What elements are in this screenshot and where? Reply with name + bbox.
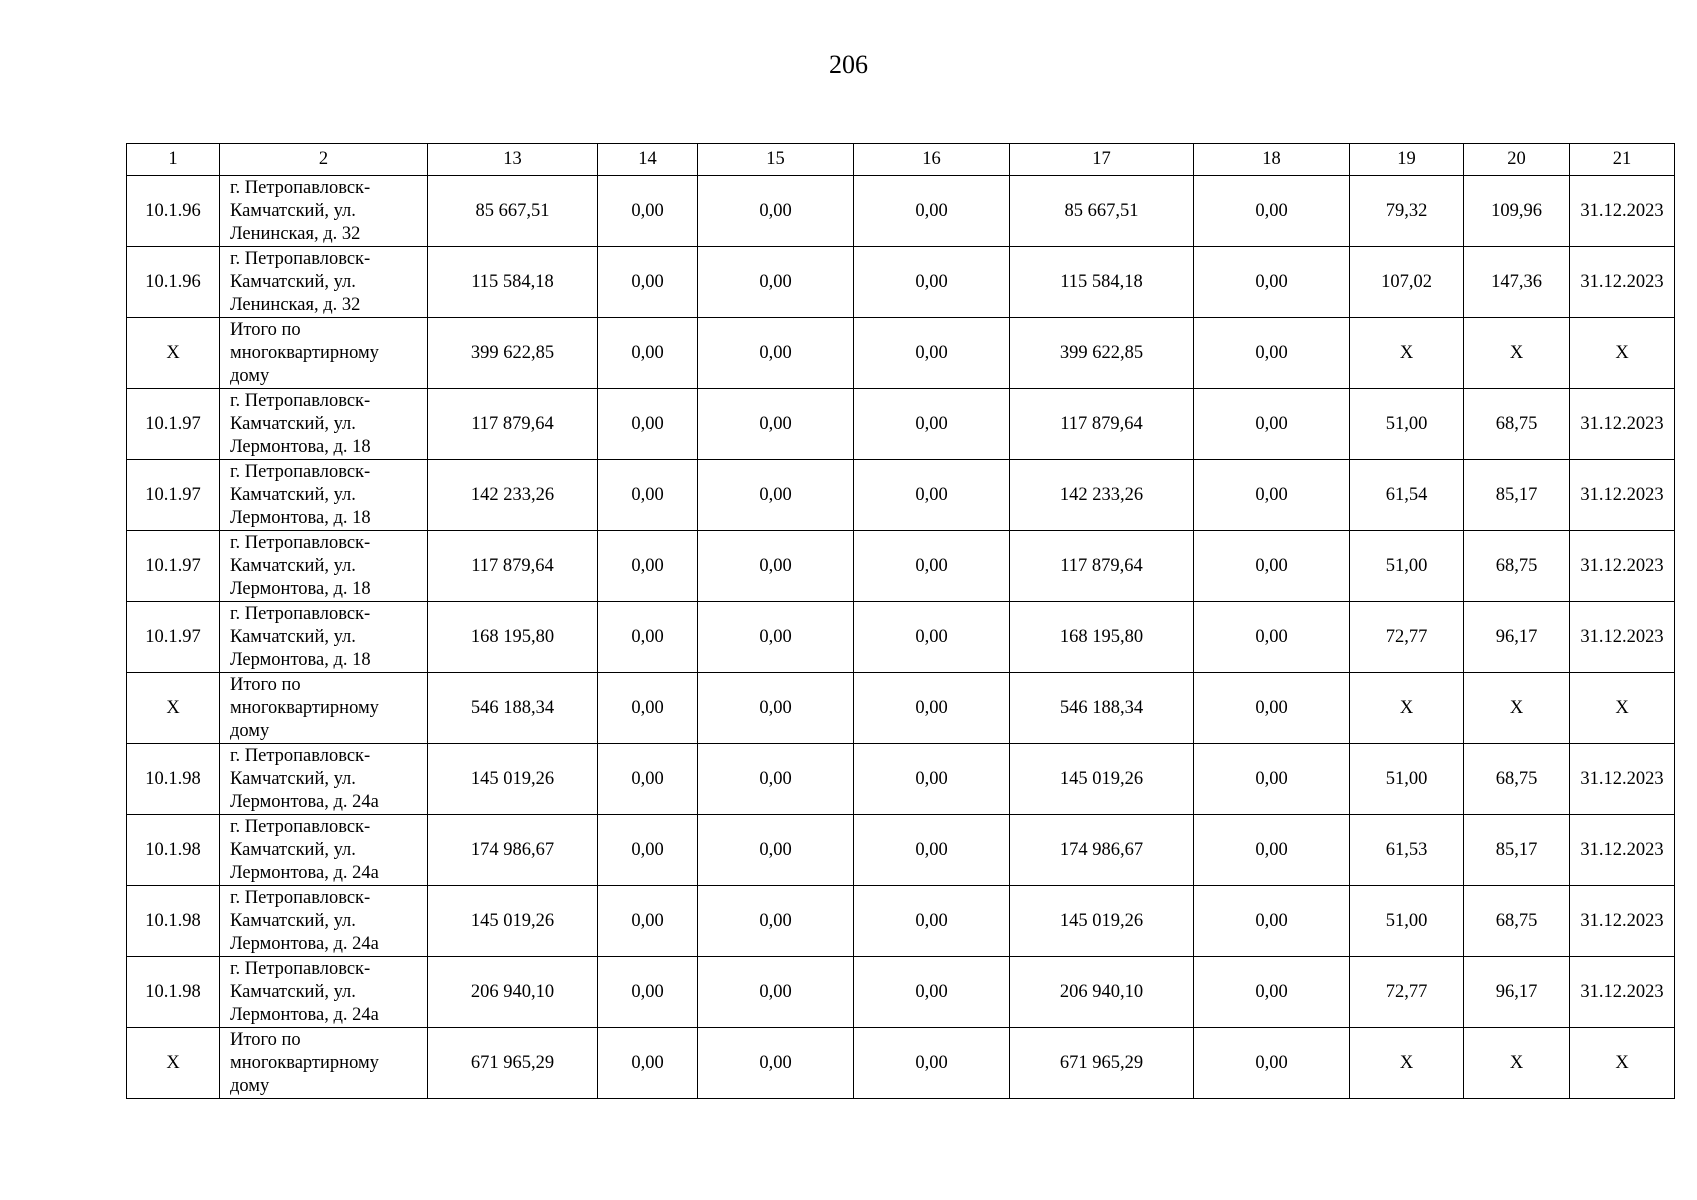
table-cell: 0,00 [1194, 744, 1350, 815]
table-cell: 671 965,29 [1010, 1028, 1194, 1099]
table-cell: 399 622,85 [428, 318, 598, 389]
table-cell: 546 188,34 [1010, 673, 1194, 744]
table-cell: 61,54 [1350, 460, 1464, 531]
table-cell: 168 195,80 [428, 602, 598, 673]
table-cell: 109,96 [1464, 176, 1570, 247]
table-cell: X [1350, 1028, 1464, 1099]
table-cell: 0,00 [1194, 815, 1350, 886]
table-cell: 10.1.97 [127, 602, 220, 673]
table-cell: г. Петропавловск- Камчатский, ул. Лермонтова, д. 18 [220, 389, 428, 460]
table-cell: X [1464, 673, 1570, 744]
table-cell: 0,00 [698, 957, 854, 1028]
column-header: 2 [220, 144, 428, 176]
column-header: 16 [854, 144, 1010, 176]
table-cell: 68,75 [1464, 744, 1570, 815]
table-cell: 0,00 [698, 389, 854, 460]
table-cell: 0,00 [854, 176, 1010, 247]
table-cell: X [1350, 673, 1464, 744]
table-row [127, 886, 1675, 957]
table-cell: 206 940,10 [428, 957, 598, 1028]
table-cell: 0,00 [1194, 673, 1350, 744]
data-table [126, 143, 1675, 1099]
table-cell: 85,17 [1464, 815, 1570, 886]
table-cell: 0,00 [854, 389, 1010, 460]
table-cell: 0,00 [598, 957, 698, 1028]
table-cell: 145 019,26 [1010, 886, 1194, 957]
table-row [127, 318, 1675, 389]
table-cell: г. Петропавловск- Камчатский, ул. Ленинская, д. 32 [220, 247, 428, 318]
table-cell: 0,00 [598, 460, 698, 531]
table-cell: 115 584,18 [1010, 247, 1194, 318]
table-cell: 0,00 [854, 886, 1010, 957]
table-cell: 174 986,67 [428, 815, 598, 886]
table-cell: 0,00 [1194, 531, 1350, 602]
table-cell: 0,00 [698, 531, 854, 602]
table-cell: 0,00 [854, 531, 1010, 602]
table-cell: 0,00 [1194, 460, 1350, 531]
table-cell: 31.12.2023 [1570, 602, 1675, 673]
table-cell: 31.12.2023 [1570, 744, 1675, 815]
table-cell: X [1570, 1028, 1675, 1099]
table-cell: 0,00 [598, 602, 698, 673]
table-cell: 85 667,51 [1010, 176, 1194, 247]
table-row [127, 815, 1675, 886]
table-cell: 0,00 [1194, 176, 1350, 247]
table-cell: 10.1.98 [127, 886, 220, 957]
table-cell: 0,00 [698, 247, 854, 318]
table-cell: 145 019,26 [1010, 744, 1194, 815]
table-row [127, 1028, 1675, 1099]
column-header: 13 [428, 144, 598, 176]
table-cell: 31.12.2023 [1570, 247, 1675, 318]
table-cell: 61,53 [1350, 815, 1464, 886]
table-cell: 0,00 [598, 389, 698, 460]
table-cell: 0,00 [1194, 247, 1350, 318]
table-cell: 31.12.2023 [1570, 389, 1675, 460]
table-cell: 117 879,64 [1010, 531, 1194, 602]
table-cell: 117 879,64 [428, 389, 598, 460]
table-cell: 0,00 [598, 886, 698, 957]
table-body [127, 176, 1675, 1099]
table-cell: 117 879,64 [428, 531, 598, 602]
table-cell: 10.1.96 [127, 247, 220, 318]
table-cell: 0,00 [854, 460, 1010, 531]
table-cell: г. Петропавловск- Камчатский, ул. Лермонтова, д. 24а [220, 815, 428, 886]
table-cell: 0,00 [698, 176, 854, 247]
table-cell: 115 584,18 [428, 247, 598, 318]
table-cell: г. Петропавловск- Камчатский, ул. Лермонтова, д. 18 [220, 460, 428, 531]
table-cell: 10.1.98 [127, 815, 220, 886]
table-cell: 0,00 [854, 318, 1010, 389]
table-cell: г. Петропавловск- Камчатский, ул. Лермонтова, д. 18 [220, 602, 428, 673]
table-cell: 0,00 [698, 886, 854, 957]
column-header: 20 [1464, 144, 1570, 176]
table-cell: 10.1.97 [127, 531, 220, 602]
table-cell: 31.12.2023 [1570, 176, 1675, 247]
table-cell: 145 019,26 [428, 744, 598, 815]
table-cell: 0,00 [698, 673, 854, 744]
table-cell: 96,17 [1464, 957, 1570, 1028]
table-cell: г. Петропавловск- Камчатский, ул. Лермонтова, д. 18 [220, 531, 428, 602]
table-cell: 145 019,26 [428, 886, 598, 957]
column-header: 1 [127, 144, 220, 176]
table-row [127, 176, 1675, 247]
table-cell: X [127, 318, 220, 389]
table-cell: Итого по многоквартирному дому [220, 318, 428, 389]
table-cell: Итого по многоквартирному дому [220, 1028, 428, 1099]
table-cell: г. Петропавловск- Камчатский, ул. Ленинская, д. 32 [220, 176, 428, 247]
table-cell: 0,00 [854, 744, 1010, 815]
table-cell: 0,00 [598, 744, 698, 815]
table-cell: 31.12.2023 [1570, 460, 1675, 531]
table-cell: X [127, 1028, 220, 1099]
page-number: 206 [829, 50, 868, 79]
table-cell: 85,17 [1464, 460, 1570, 531]
table-cell: 142 233,26 [1010, 460, 1194, 531]
table-cell: 10.1.98 [127, 744, 220, 815]
table-cell: 0,00 [1194, 957, 1350, 1028]
table-row [127, 673, 1675, 744]
table-cell: Итого по многоквартирному дому [220, 673, 428, 744]
table-cell: 107,02 [1350, 247, 1464, 318]
table-cell: 72,77 [1350, 957, 1464, 1028]
table-cell: 0,00 [1194, 318, 1350, 389]
table-row [127, 957, 1675, 1028]
table-cell: 0,00 [598, 247, 698, 318]
table-cell: 31.12.2023 [1570, 531, 1675, 602]
table-row [127, 247, 1675, 318]
table-cell: X [1464, 318, 1570, 389]
table-cell: 399 622,85 [1010, 318, 1194, 389]
table-cell: 0,00 [598, 318, 698, 389]
table-cell: 10.1.97 [127, 460, 220, 531]
table-cell: 0,00 [1194, 886, 1350, 957]
table-cell: г. Петропавловск- Камчатский, ул. Лермонтова, д. 24а [220, 957, 428, 1028]
table-cell: 142 233,26 [428, 460, 598, 531]
table-cell: X [1570, 673, 1675, 744]
column-header: 17 [1010, 144, 1194, 176]
table-cell: X [127, 673, 220, 744]
table-cell: 0,00 [1194, 602, 1350, 673]
table-cell: 31.12.2023 [1570, 815, 1675, 886]
table-cell: X [1570, 318, 1675, 389]
table-row [127, 460, 1675, 531]
table-row [127, 602, 1675, 673]
table-cell: 206 940,10 [1010, 957, 1194, 1028]
table-cell: 31.12.2023 [1570, 886, 1675, 957]
table-cell: 10.1.98 [127, 957, 220, 1028]
table-cell: 0,00 [598, 176, 698, 247]
table-cell: X [1464, 1028, 1570, 1099]
table-cell: 72,77 [1350, 602, 1464, 673]
table-cell: 51,00 [1350, 389, 1464, 460]
table-cell: 671 965,29 [428, 1028, 598, 1099]
table-cell: 0,00 [1194, 389, 1350, 460]
table-cell: 0,00 [598, 673, 698, 744]
table-cell: 31.12.2023 [1570, 957, 1675, 1028]
table-cell: 0,00 [854, 602, 1010, 673]
table-cell: 51,00 [1350, 886, 1464, 957]
column-header: 18 [1194, 144, 1350, 176]
table-cell: 68,75 [1464, 389, 1570, 460]
table-cell: 68,75 [1464, 886, 1570, 957]
table-cell: 79,32 [1350, 176, 1464, 247]
table-cell: 10.1.97 [127, 389, 220, 460]
table-cell: 0,00 [598, 1028, 698, 1099]
table-cell: 0,00 [854, 247, 1010, 318]
table-cell: 0,00 [598, 531, 698, 602]
table-cell: 0,00 [698, 1028, 854, 1099]
table-cell: 0,00 [854, 957, 1010, 1028]
table-cell: 168 195,80 [1010, 602, 1194, 673]
table-cell: 0,00 [698, 602, 854, 673]
table-cell: 51,00 [1350, 744, 1464, 815]
table-cell: г. Петропавловск- Камчатский, ул. Лермонтова, д. 24а [220, 744, 428, 815]
table-cell: 0,00 [1194, 1028, 1350, 1099]
table-cell: 0,00 [854, 673, 1010, 744]
table-cell: 0,00 [698, 318, 854, 389]
header-row [127, 144, 1675, 176]
table-cell: г. Петропавловск- Камчатский, ул. Лермонтова, д. 24а [220, 886, 428, 957]
table-cell: 147,36 [1464, 247, 1570, 318]
table-cell: 0,00 [698, 460, 854, 531]
column-header: 19 [1350, 144, 1464, 176]
table-cell: 51,00 [1350, 531, 1464, 602]
table-cell: 96,17 [1464, 602, 1570, 673]
table-cell: 0,00 [698, 815, 854, 886]
table-header [127, 144, 1675, 176]
table-cell: 0,00 [854, 1028, 1010, 1099]
column-header: 21 [1570, 144, 1675, 176]
table-cell: 174 986,67 [1010, 815, 1194, 886]
table-row [127, 744, 1675, 815]
column-header: 14 [598, 144, 698, 176]
table-cell: X [1350, 318, 1464, 389]
column-header: 15 [698, 144, 854, 176]
table-row [127, 389, 1675, 460]
table-cell: 117 879,64 [1010, 389, 1194, 460]
table-cell: 68,75 [1464, 531, 1570, 602]
table-row [127, 531, 1675, 602]
table-cell: 546 188,34 [428, 673, 598, 744]
table-cell: 0,00 [698, 744, 854, 815]
table-cell: 0,00 [854, 815, 1010, 886]
table-cell: 85 667,51 [428, 176, 598, 247]
table-cell: 0,00 [598, 815, 698, 886]
table-cell: 10.1.96 [127, 176, 220, 247]
